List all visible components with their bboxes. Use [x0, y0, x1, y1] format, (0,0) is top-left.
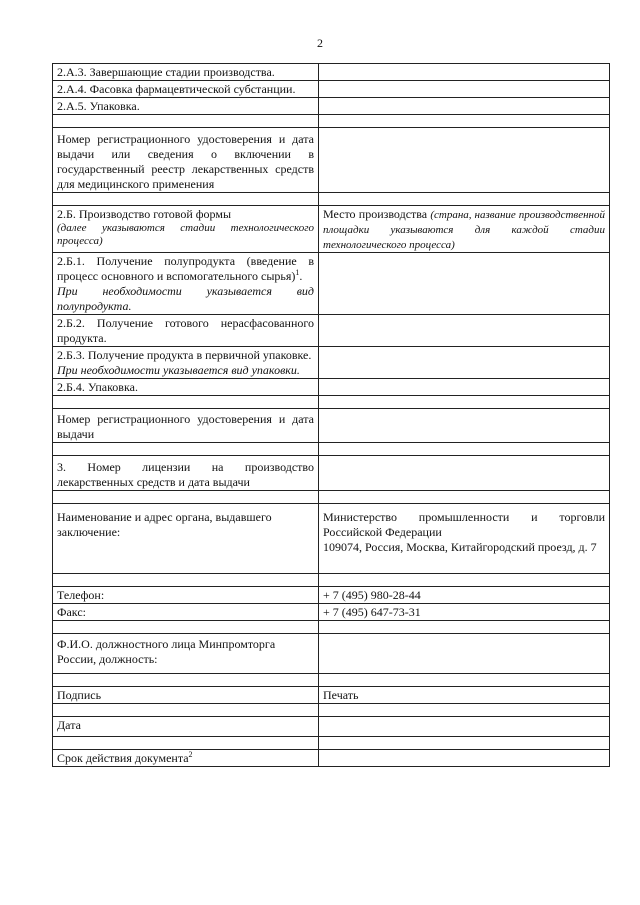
- table-row: [53, 687, 610, 704]
- stage-b3-value[interactable]: [319, 347, 610, 379]
- official-label: Ф.И.О. должностного лица Минпромторга России, должность:: [53, 634, 319, 674]
- production-place-note: (страна, название производственной площадки указываются для каждой стадии технологического процесса): [323, 209, 605, 251]
- stage-a4-value[interactable]: [319, 81, 610, 98]
- table-row: [53, 206, 610, 253]
- stage-b3-text: 2.Б.3. Получение продукта в первичной упаковке.: [57, 348, 312, 362]
- spacer-row: [53, 491, 610, 504]
- registration-a-label: Номер регистрационного удостоверения и дата выдачи или сведения о включении в государственный реестр лекарственных средств для медицинского применения: [53, 128, 319, 193]
- page-number: 2: [317, 36, 323, 50]
- table-row: [53, 81, 610, 98]
- table-row: [53, 347, 610, 379]
- table-row: [53, 504, 610, 574]
- stage-b1-text: 2.Б.1. Получение полупродукта (введение в процесс основного и вспомогательного сырья): [57, 254, 314, 283]
- finished-form-note: (далее указываются стадии технологического процесса): [57, 222, 314, 247]
- stage-b2-label: 2.Б.2. Получение готового нерасфасованного продукта.: [53, 315, 319, 347]
- production-place-label: Место производства: [323, 207, 431, 221]
- issuer-name: Министерство промышленности и торговли Российской Федерации: [323, 510, 605, 539]
- validity-value[interactable]: [319, 750, 610, 767]
- spacer-row: [53, 621, 610, 634]
- date-value[interactable]: [319, 717, 610, 737]
- spacer-row: [53, 396, 610, 409]
- validity-text: Срок действия документа: [57, 751, 189, 765]
- stage-a4-label: 2.А.4. Фасовка фармацевтической субстанции.: [53, 81, 319, 98]
- stage-a3-label: 2.А.3. Завершающие стадии производства.: [53, 64, 319, 81]
- stage-b3-note: При необходимости указывается вид упаковки.: [57, 363, 300, 377]
- issuer-address: 109074, Россия, Москва, Китайгородский проезд, д. 7: [323, 540, 597, 554]
- registration-b-label: Номер регистрационного удостоверения и дата выдачи: [53, 409, 319, 443]
- spacer-row: [53, 115, 610, 128]
- table-row: [53, 456, 610, 491]
- fax-value: + 7 (495) 647-73-31: [319, 604, 610, 621]
- date-label: Дата: [53, 717, 319, 737]
- phone-label: Телефон:: [53, 587, 319, 604]
- stage-b1-note: При необходимости указывается вид полупродукта.: [57, 284, 314, 313]
- stage-b1-label: [53, 253, 319, 315]
- fax-label: Факс:: [53, 604, 319, 621]
- license-value[interactable]: [319, 456, 610, 491]
- spacer-row: [53, 193, 610, 206]
- registration-a-value[interactable]: [319, 128, 610, 193]
- stage-b2-value[interactable]: [319, 315, 610, 347]
- stage-a3-value[interactable]: [319, 64, 610, 81]
- spacer-row: [53, 737, 610, 750]
- table-row: [53, 604, 610, 621]
- production-place-header: [319, 206, 610, 253]
- issuer-label: Наименование и адрес органа, выдавшего заключение:: [53, 504, 319, 574]
- spacer-row: [53, 674, 610, 687]
- table-row: [53, 128, 610, 193]
- table-row: [53, 750, 610, 767]
- table-row: [53, 315, 610, 347]
- license-label: 3. Номер лицензии на производство лекарственных средств и дата выдачи: [53, 456, 319, 491]
- stage-a5-label: 2.А.5. Упаковка.: [53, 98, 319, 115]
- stage-a5-value[interactable]: [319, 98, 610, 115]
- table-row: [53, 587, 610, 604]
- phone-value: + 7 (495) 980-28-44: [319, 587, 610, 604]
- stage-b1-value[interactable]: [319, 253, 610, 315]
- conclusion-form-table: [52, 63, 610, 767]
- finished-form-title: 2.Б. Производство готовой формы: [57, 207, 232, 221]
- official-value[interactable]: [319, 634, 610, 674]
- signature-label: Подпись: [53, 687, 319, 704]
- table-row: [53, 64, 610, 81]
- issuer-value: [319, 504, 610, 574]
- table-row: [53, 379, 610, 396]
- stage-b3-label: [53, 347, 319, 379]
- stamp-label: Печать: [319, 687, 610, 704]
- footnote-1-marker: 1: [295, 268, 300, 277]
- spacer-row: [53, 574, 610, 587]
- table-row: [53, 98, 610, 115]
- footnote-2-marker: 2: [188, 750, 193, 759]
- stage-b4-label: 2.Б.4. Упаковка.: [53, 379, 319, 396]
- stage-b4-value[interactable]: [319, 379, 610, 396]
- table-row: [53, 717, 610, 737]
- validity-label: [53, 750, 319, 767]
- table-row: [53, 409, 610, 443]
- table-row: [53, 634, 610, 674]
- spacer-row: [53, 443, 610, 456]
- finished-form-header: [53, 206, 319, 253]
- registration-b-value[interactable]: [319, 409, 610, 443]
- table-row: [53, 253, 610, 315]
- spacer-row: [53, 704, 610, 717]
- stage-b1-end: .: [299, 269, 303, 283]
